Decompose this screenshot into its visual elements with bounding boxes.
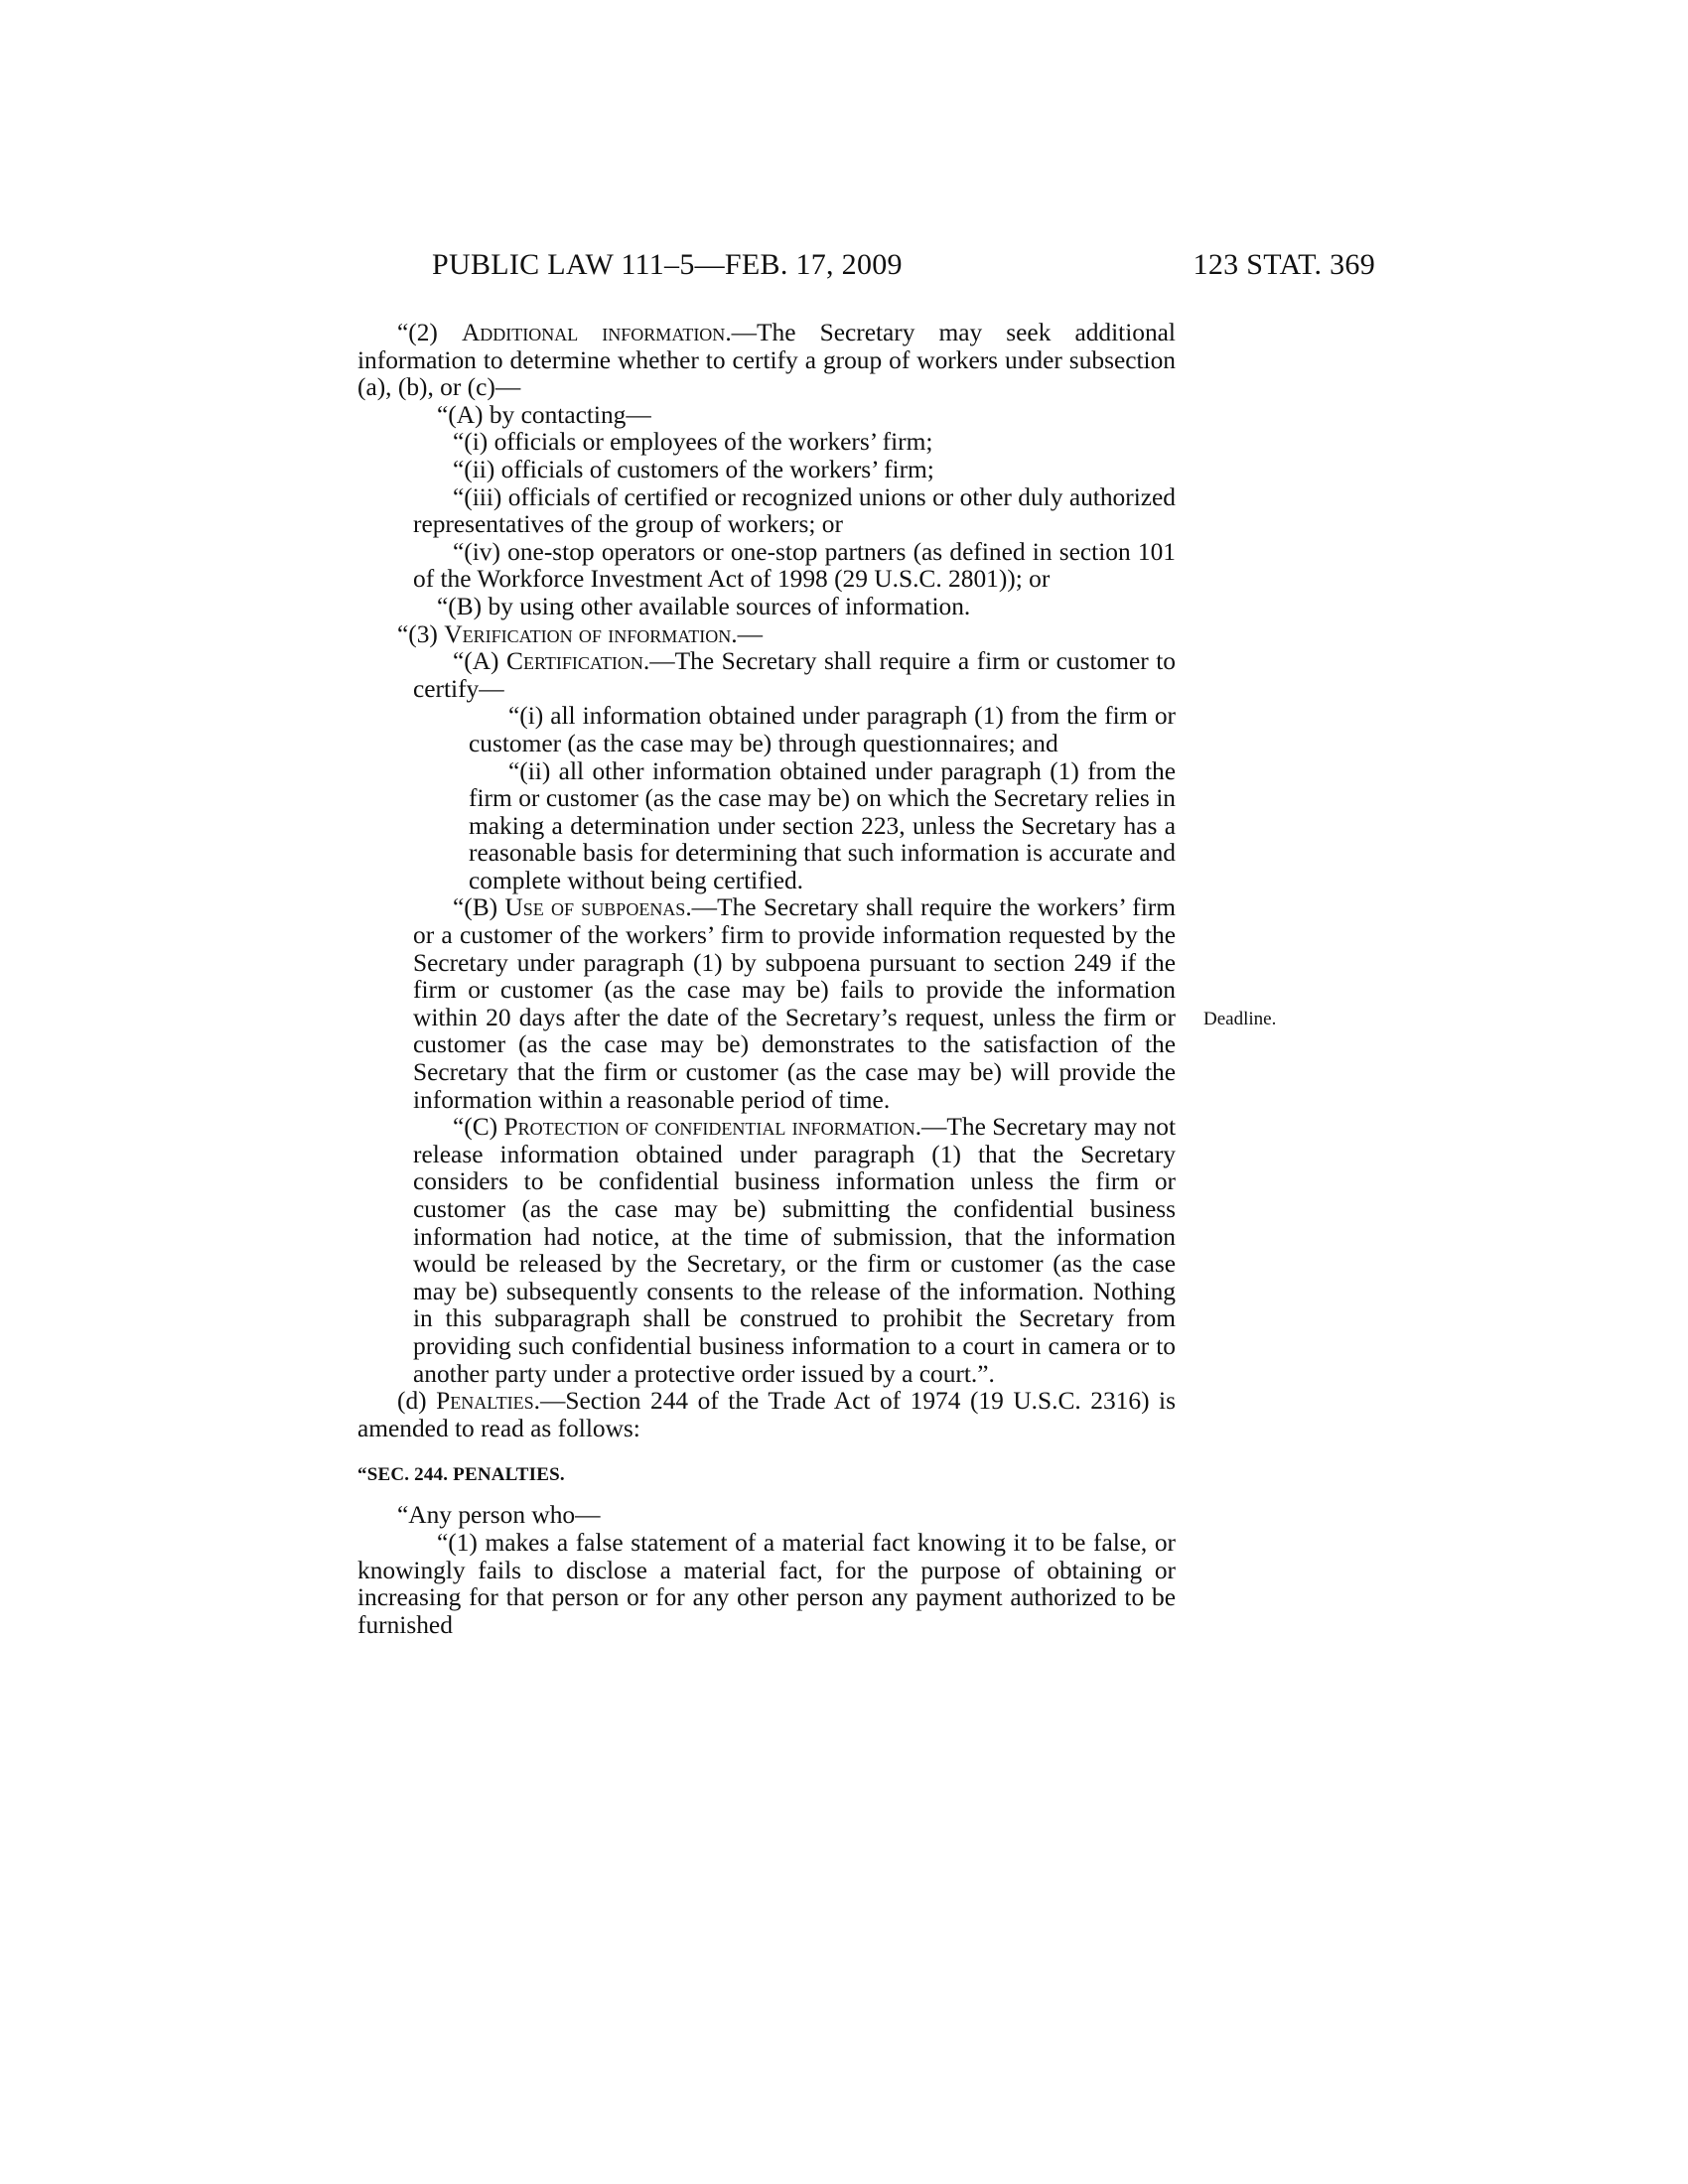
- paragraph-2-additional-information: “(2) Additional information.—The Secretary may seek additional information to determine whether to certify a group of workers under subsection (a), (b), or (c)—: [357, 319, 1176, 402]
- clause-2a-iii: “(iii) officials of certified or recognized unions or other duly authorized representatives of the group of workers; or: [413, 482, 1176, 539]
- subparagraph-3b-subpoenas: “(B) Use of subpoenas.—The Secretary shall require the workers’ firm or a customer of the workers’ firm to provide information requested by the Secretary under paragraph (1) by subpoena pursuant to section 249 if the firm or customer (as the case may be) fails to provide the information within 20 days after the date of the Secretary’s request, unless the firm or customer (as the case may be) demonstrates to the satisfaction of the Secretary that the firm or customer (as the case may be) will provide the information within a reasonable period of time.: [413, 893, 1176, 1114]
- clause-2a-iv: “(iv) one-stop operators or one-stop partners (as defined in section 101 of the Workforce Investment Act of 1998 (29 U.S.C. 2801)); or: [413, 537, 1176, 594]
- paragraph-heading: Verification of information: [444, 619, 732, 648]
- statute-page-reference: 123 STAT. 369: [1193, 248, 1375, 281]
- paragraph-heading: Penalties: [436, 1387, 534, 1416]
- statute-body: [357, 320, 1176, 1639]
- paragraph-heading: Additional information: [461, 319, 726, 346]
- page-header: [357, 248, 1375, 288]
- subparagraph-2a: “(A) by contacting—: [437, 400, 651, 429]
- clause-2a-i: “(i) officials or employees of the workers’ firm;: [453, 428, 933, 457]
- clause-3a-ii: “(ii) all other information obtained under paragraph (1) from the firm or customer (as the case may be) on which the Secretary relies in making a determination under section 223, unless the Secretary has a reasonable basis for determining that such information is accurate and complete without being certified.: [469, 756, 1176, 894]
- section-244-heading: “SEC. 244. PENALTIES.: [357, 1464, 565, 1486]
- clause-3a-i: “(i) all information obtained under paragraph (1) from the firm or customer (as the case may be) through questionnaires; and: [469, 702, 1176, 757]
- any-person-lead: “Any person who—: [397, 1501, 601, 1530]
- margin-note-deadline: Deadline.: [1203, 1009, 1277, 1029]
- subparagraph-2b: “(B) by using other available sources of information.: [437, 592, 971, 620]
- paragraph-heading: Certification: [506, 647, 643, 676]
- paragraph-heading: Use of subpoenas: [504, 893, 686, 922]
- clause-2a-ii: “(ii) officials of customers of the workers’ firm;: [453, 455, 934, 483]
- paragraph-heading: Protection of confidential information: [503, 1113, 915, 1142]
- paragraph-3-verification: “(3) Verification of information.—: [397, 619, 764, 648]
- paragraph-1-false-statement: “(1) makes a false statement of a material fact knowing it to be false, or knowingly fails to disclose a material fact, for the purpose of obtaining or increasing for that person or for any other person any payment authorized to be furnished: [357, 1528, 1176, 1639]
- subparagraph-3a-certification: “(A) Certification.—The Secretary shall require a firm or customer to certify—: [413, 647, 1176, 703]
- subsection-d-penalties: (d) Penalties.—Section 244 of the Trade Act of 1974 (19 U.S.C. 2316) is amended to read as follows:: [357, 1387, 1176, 1442]
- public-law-title: PUBLIC LAW 111–5—FEB. 17, 2009: [432, 248, 903, 281]
- subparagraph-3c-confidential: “(C) Protection of confidential information.—The Secretary may not release information obtained under paragraph (1) that the Secretary considers to be confidential business information unless the firm or customer (as the case may be) submitting the confidential business information had notice, at the time of submission, that the information would be released by the Secretary, or the firm or customer (as the case may be) subsequently consents to the release of the information. Nothing in this subparagraph shall be construed to prohibit the Secretary from providing such confidential business information to a court in camera or to another party under a protective order issued by a court.”.: [413, 1113, 1177, 1388]
